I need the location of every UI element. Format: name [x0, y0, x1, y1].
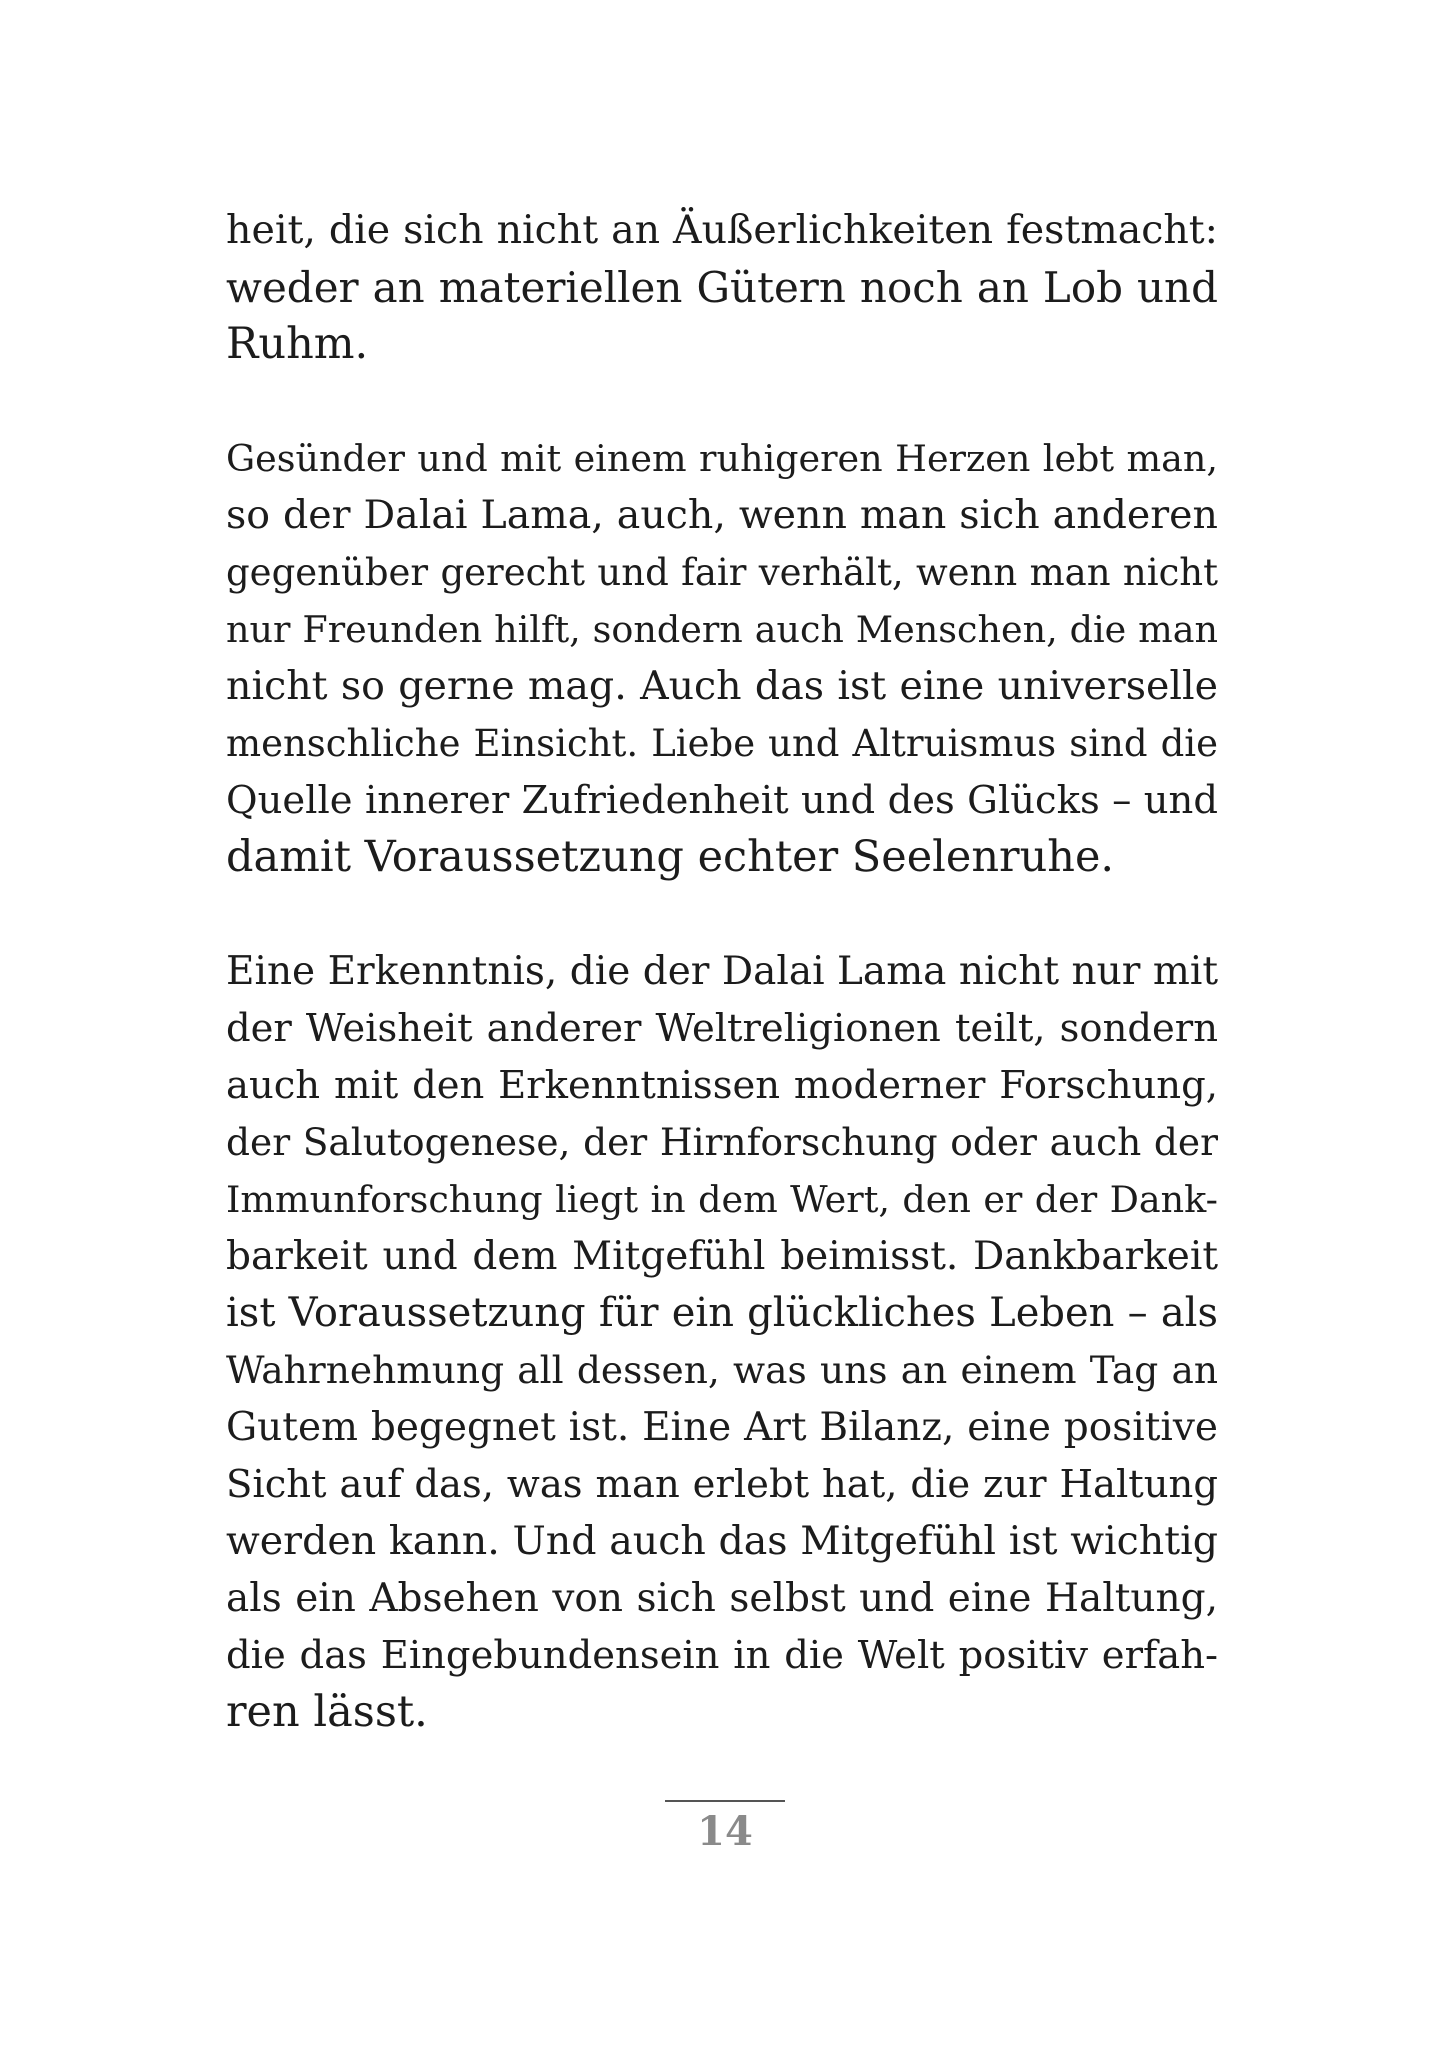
text-line: der Weisheit anderer Weltreligionen teilt, sondern — [226, 1006, 1218, 1051]
page-number: 14 — [697, 1808, 753, 1855]
text-line: Gutem begegnet ist. Eine Art Bilanz, eine positive — [226, 1405, 1218, 1450]
text-line: gegenüber gerecht und fair verhält, wenn man nicht — [226, 551, 1218, 594]
paragraph — [226, 202, 1218, 373]
text-line: nur Freunden hilft, sondern auch Menschen, die man — [226, 608, 1218, 651]
text-line: heit, die sich nicht an Äußerlichkeiten festmacht: — [226, 207, 1218, 253]
text-line: weder an materiellen Gütern noch an Lob und — [226, 263, 1218, 312]
paragraph-gap — [226, 373, 1218, 430]
text-line: Immunforschung liegt in dem Wert, den er der Dank- — [226, 1178, 1218, 1221]
text-line: die das Eingebundensein in die Welt positiv erfah- — [226, 1633, 1218, 1678]
text-line: Eine Erkenntnis, die der Dalai Lama nicht nur mit — [226, 949, 1218, 994]
paragraph — [226, 430, 1218, 886]
paragraph — [226, 943, 1218, 1741]
text-line: Sicht auf das, was man erlebt hat, die zur Haltung — [226, 1462, 1218, 1507]
text-line: barkeit und dem Mitgefühl beimisst. Dankbarkeit — [226, 1234, 1218, 1279]
text-line: als ein Absehen von sich selbst und eine Haltung, — [226, 1576, 1218, 1621]
text-line: Gesünder und mit einem ruhigeren Herzen lebt man, — [226, 437, 1218, 480]
text-line: Quelle innerer Zufriedenheit und des Glücks – und — [226, 778, 1218, 823]
text-line: Wahrnehmung all dessen, was uns an einem Tag an — [226, 1348, 1218, 1392]
text-line: ren lässt. — [226, 1687, 428, 1737]
text-line: Ruhm. — [226, 319, 369, 369]
text-line: werden kann. Und auch das Mitgefühl ist wichtig — [226, 1518, 1218, 1564]
text-line: nicht so gerne mag. Auch das ist eine universelle — [226, 663, 1218, 709]
body-text — [226, 202, 1218, 1741]
text-line: menschliche Einsicht. Liebe und Altruismus sind die — [226, 722, 1218, 765]
footer-divider — [665, 1800, 785, 1802]
paragraph-gap — [226, 886, 1218, 943]
text-line: ist Voraussetzung für ein glückliches Leben – als — [226, 1290, 1218, 1336]
text-line: der Salutogenese, der Hirnforschung oder auch der — [226, 1120, 1218, 1164]
text-line: so der Dalai Lama, auch, wenn man sich anderen — [226, 492, 1218, 538]
text-line: damit Voraussetzung echter Seelenruhe. — [226, 832, 1115, 882]
text-line: auch mit den Erkenntnissen moderner Forschung, — [226, 1063, 1218, 1108]
